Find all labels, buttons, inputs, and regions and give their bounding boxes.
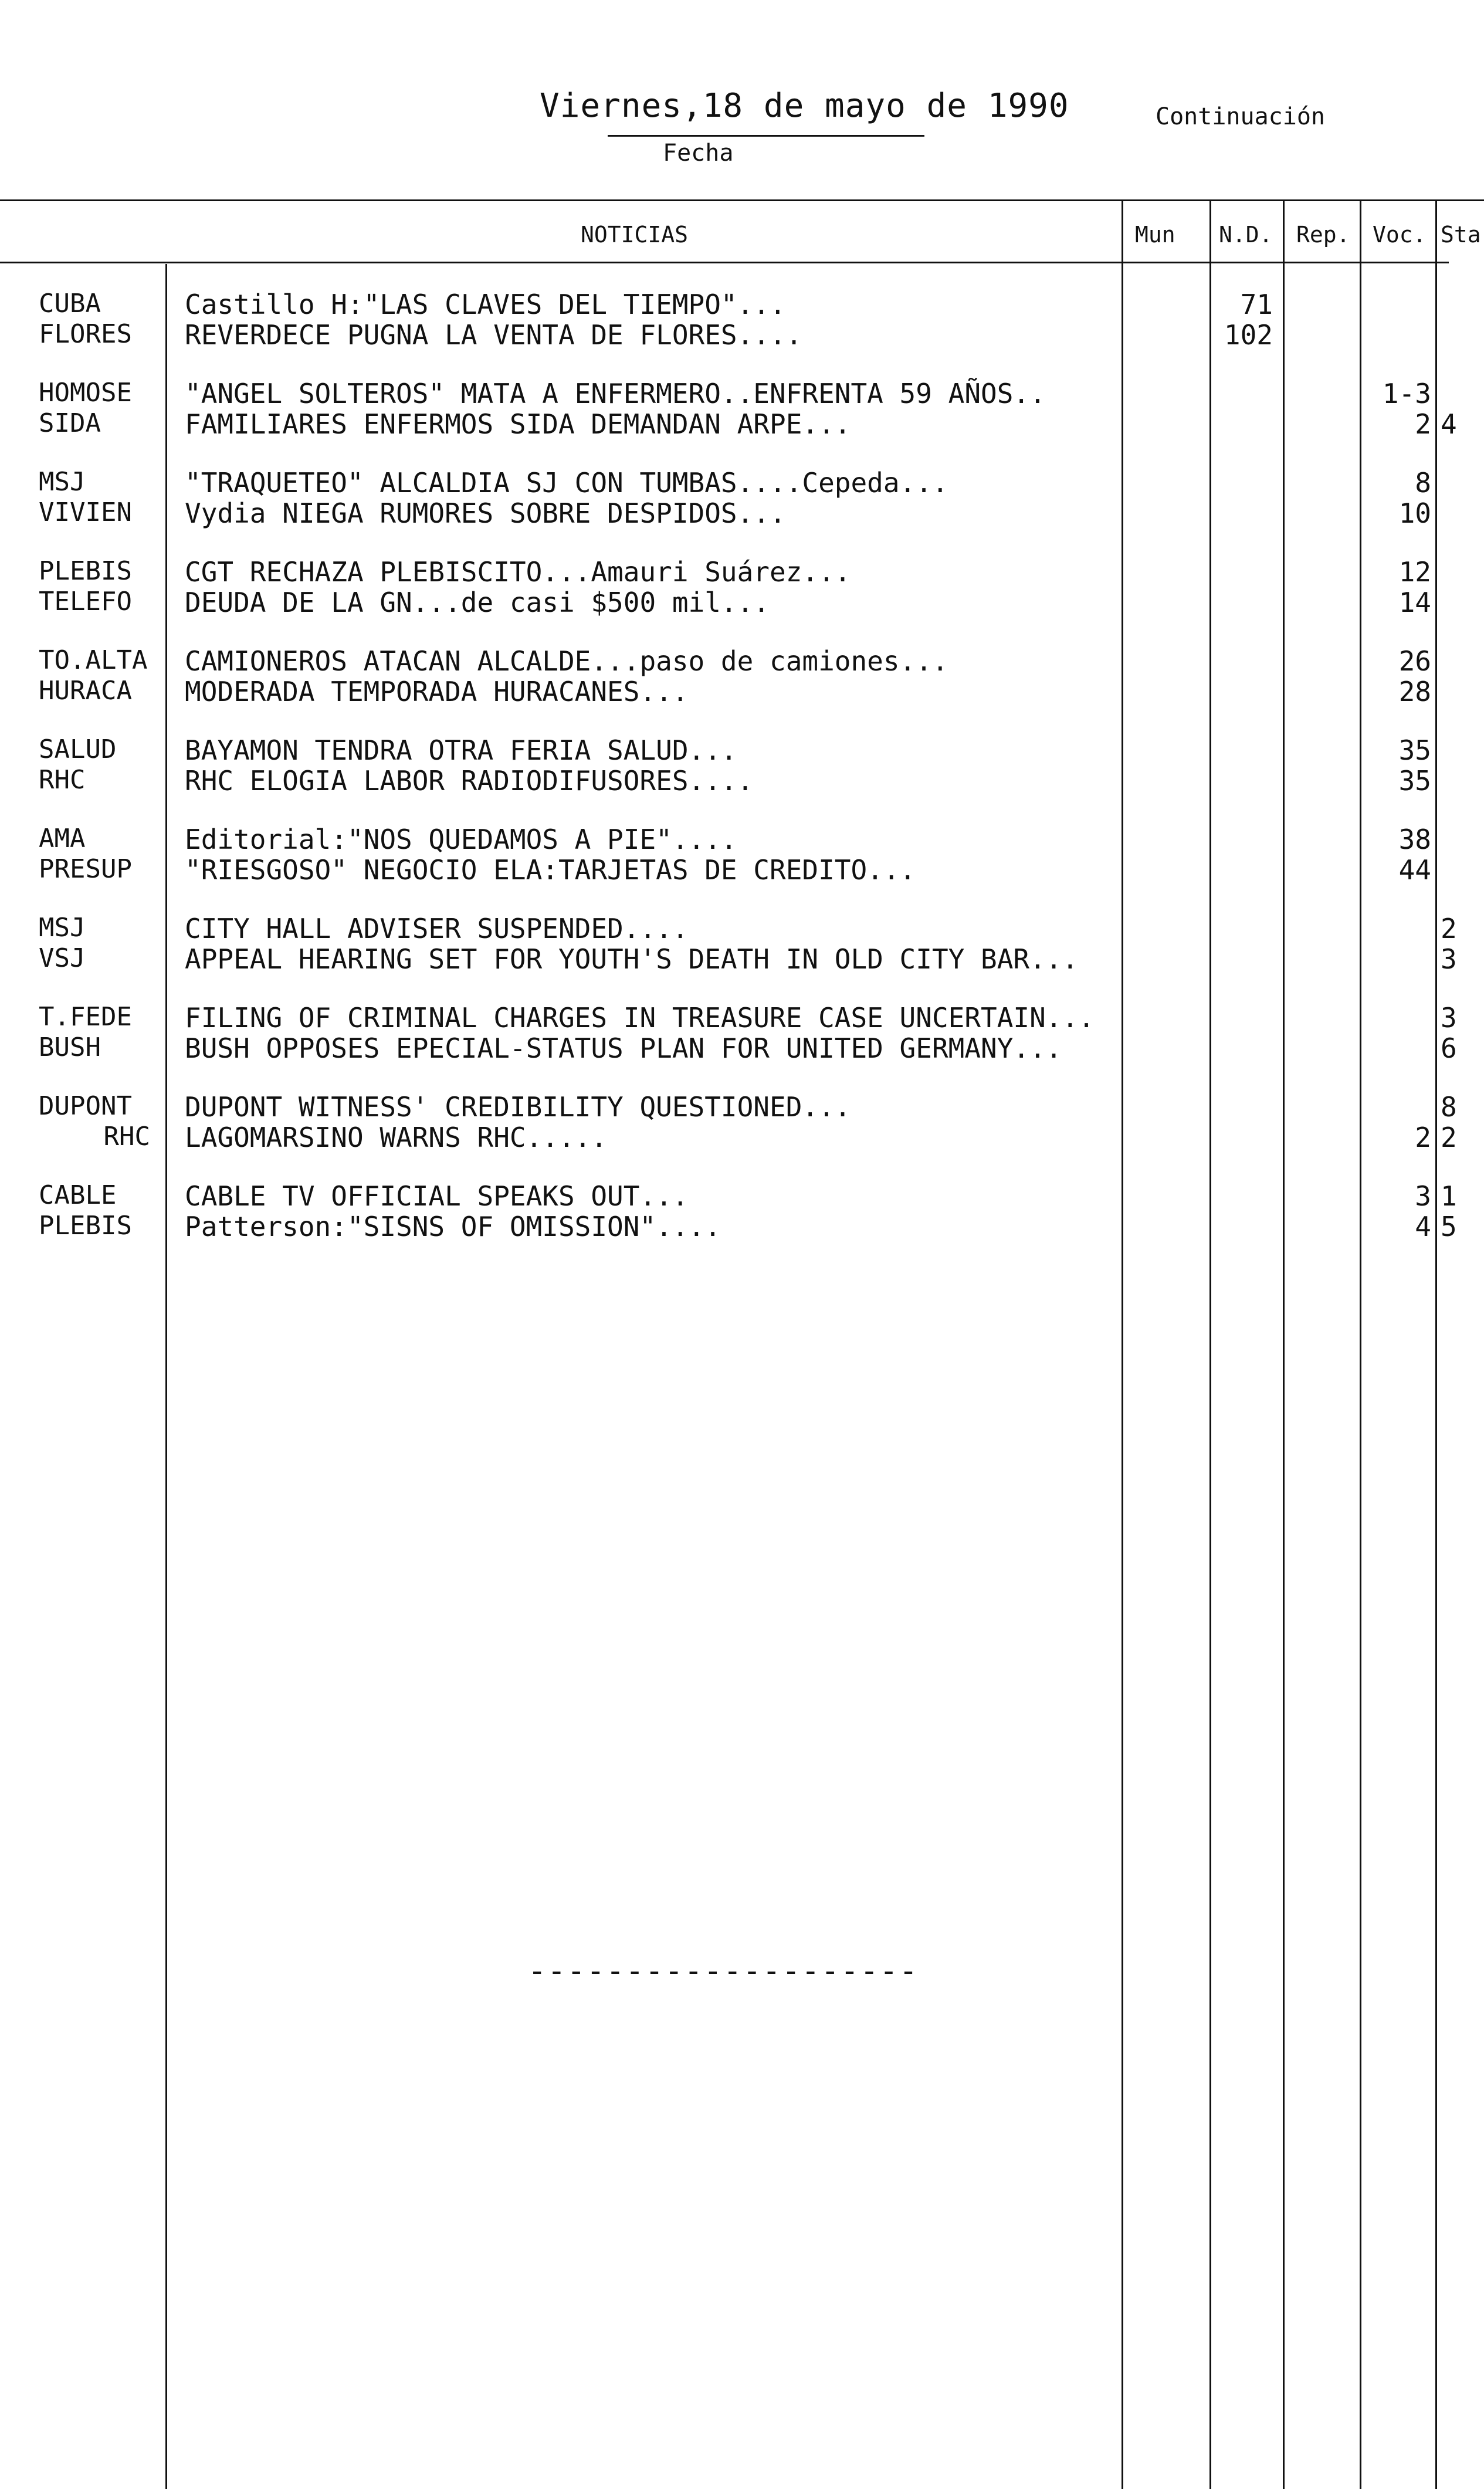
- row-title: "TRAQUETEO" ALCALDIA SJ CON TUMBAS....Cepeda...: [185, 467, 948, 499]
- row-nd-value: 102: [1224, 319, 1273, 351]
- col-sta: Sta: [1441, 222, 1481, 248]
- row-voc-value: 38: [1398, 824, 1431, 855]
- row-voc-value: 28: [1398, 676, 1431, 707]
- row-code: CABLE: [39, 1180, 117, 1210]
- nd-column-rule: [1209, 199, 1211, 2489]
- row-voc-value: 14: [1398, 587, 1431, 618]
- end-dashes: --------------------: [528, 1953, 919, 1989]
- row-code: RHC: [39, 765, 86, 795]
- row-sta-value: 1: [1441, 1180, 1457, 1212]
- row-sta-value: 2: [1441, 1122, 1457, 1153]
- row-title: Patterson:"SISNS OF OMISSION"....: [185, 1211, 721, 1242]
- row-title: CITY HALL ADVISER SUSPENDED....: [185, 913, 689, 944]
- row-voc-value: 4: [1415, 1211, 1431, 1242]
- row-code: PLEBIS: [39, 1211, 132, 1241]
- row-voc-value: 2: [1415, 408, 1431, 440]
- row-title: LAGOMARSINO WARNS RHC.....: [185, 1122, 608, 1153]
- row-title: Editorial:"NOS QUEDAMOS A PIE"....: [185, 824, 737, 855]
- row-title: FAMILIARES ENFERMOS SIDA DEMANDAN ARPE...: [185, 408, 851, 440]
- row-title: CGT RECHAZA PLEBISCITO...Amauri Suárez...: [185, 556, 851, 588]
- row-code: PRESUP: [39, 854, 132, 884]
- row-voc-value: 8: [1415, 467, 1431, 499]
- row-code: SALUD: [39, 734, 117, 764]
- col-voc: Voc.: [1373, 222, 1427, 248]
- col-mun: Mun: [1135, 222, 1175, 248]
- col-rep: Rep.: [1296, 222, 1350, 248]
- row-code: MSJ: [39, 913, 86, 943]
- row-code: MSJ: [39, 467, 86, 497]
- rep-column-rule: [1283, 199, 1285, 2489]
- row-title: APPEAL HEARING SET FOR YOUTH'S DEATH IN OLD CITY BAR...: [185, 943, 1079, 975]
- row-title: CAMIONEROS ATACAN ALCALDE...paso de camiones...: [185, 645, 948, 677]
- row-title: RHC ELOGIA LABOR RADIODIFUSORES....: [185, 765, 754, 797]
- row-voc-value: 12: [1398, 556, 1431, 588]
- row-title: DEUDA DE LA GN...de casi $500 mil...: [185, 587, 770, 618]
- row-voc-value: 35: [1398, 765, 1431, 797]
- row-title: FILING OF CRIMINAL CHARGES IN TREASURE CASE UNCERTAIN...: [185, 1002, 1095, 1034]
- row-code: T.FEDE: [39, 1002, 132, 1032]
- row-code: TO.ALTA: [39, 645, 148, 675]
- row-sta-value: 4: [1441, 408, 1457, 440]
- row-sta-value: 6: [1441, 1032, 1457, 1064]
- row-title: REVERDECE PUGNA LA VENTA DE FLORES....: [185, 319, 802, 351]
- row-code: AMA: [39, 824, 86, 854]
- mun-column-rule: [1122, 199, 1123, 2489]
- row-sta-value: 3: [1441, 943, 1457, 975]
- row-code: DUPONT: [39, 1091, 132, 1121]
- row-title: Vydia NIEGA RUMORES SOBRE DESPIDOS...: [185, 497, 786, 529]
- row-title: CABLE TV OFFICIAL SPEAKS OUT...: [185, 1180, 689, 1212]
- continuation-label: Continuación: [1156, 103, 1325, 130]
- row-title: MODERADA TEMPORADA HURACANES...: [185, 676, 689, 707]
- row-code: RHC: [103, 1122, 150, 1152]
- header-date: Viernes,18 de mayo de 1990: [540, 87, 1069, 125]
- row-voc-value: 3: [1415, 1180, 1431, 1212]
- row-title: BAYAMON TENDRA OTRA FERIA SALUD...: [185, 734, 737, 766]
- row-voc-value: 1-3: [1382, 378, 1431, 409]
- row-title: DUPONT WITNESS' CREDIBILITY QUESTIONED...: [185, 1091, 851, 1123]
- row-title: BUSH OPPOSES EPECIAL-STATUS PLAN FOR UNITED GERMANY...: [185, 1032, 1062, 1064]
- row-voc-value: 10: [1398, 497, 1431, 529]
- table-top-rule: [0, 199, 1484, 201]
- row-code: SIDA: [39, 408, 101, 438]
- row-sta-value: 5: [1441, 1211, 1457, 1242]
- row-voc-value: 26: [1398, 645, 1431, 677]
- row-code: BUSH: [39, 1032, 101, 1062]
- row-code: VIVIEN: [39, 497, 132, 527]
- date-underline: [608, 135, 924, 137]
- col-nd: N.D.: [1219, 222, 1273, 248]
- row-nd-value: 71: [1240, 289, 1273, 320]
- voc-column-rule: [1435, 199, 1437, 2489]
- row-voc-value: 2: [1415, 1122, 1431, 1153]
- row-code: CUBA: [39, 289, 101, 319]
- rep2-column-rule: [1360, 199, 1361, 2489]
- row-title: "ANGEL SOLTEROS" MATA A ENFERMERO..ENFRENTA 59 AÑOS..: [185, 378, 1046, 409]
- row-sta-value: 3: [1441, 1002, 1457, 1034]
- row-voc-value: 35: [1398, 734, 1431, 766]
- fecha-label: Fecha: [663, 140, 734, 167]
- row-code: FLORES: [39, 319, 132, 349]
- row-sta-value: 2: [1441, 913, 1457, 944]
- row-code: HURACA: [39, 676, 132, 706]
- row-title: Castillo H:"LAS CLAVES DEL TIEMPO"...: [185, 289, 786, 320]
- row-code: VSJ: [39, 943, 86, 973]
- row-code: TELEFO: [39, 587, 132, 617]
- row-code: PLEBIS: [39, 556, 132, 586]
- col-noticias: NOTICIAS: [581, 222, 689, 248]
- row-voc-value: 44: [1398, 854, 1431, 886]
- header-bottom-rule: [0, 262, 1449, 263]
- row-title: "RIESGOSO" NEGOCIO ELA:TARJETAS DE CREDITO...: [185, 854, 916, 886]
- row-sta-value: 8: [1441, 1091, 1457, 1123]
- row-code: HOMOSE: [39, 378, 132, 408]
